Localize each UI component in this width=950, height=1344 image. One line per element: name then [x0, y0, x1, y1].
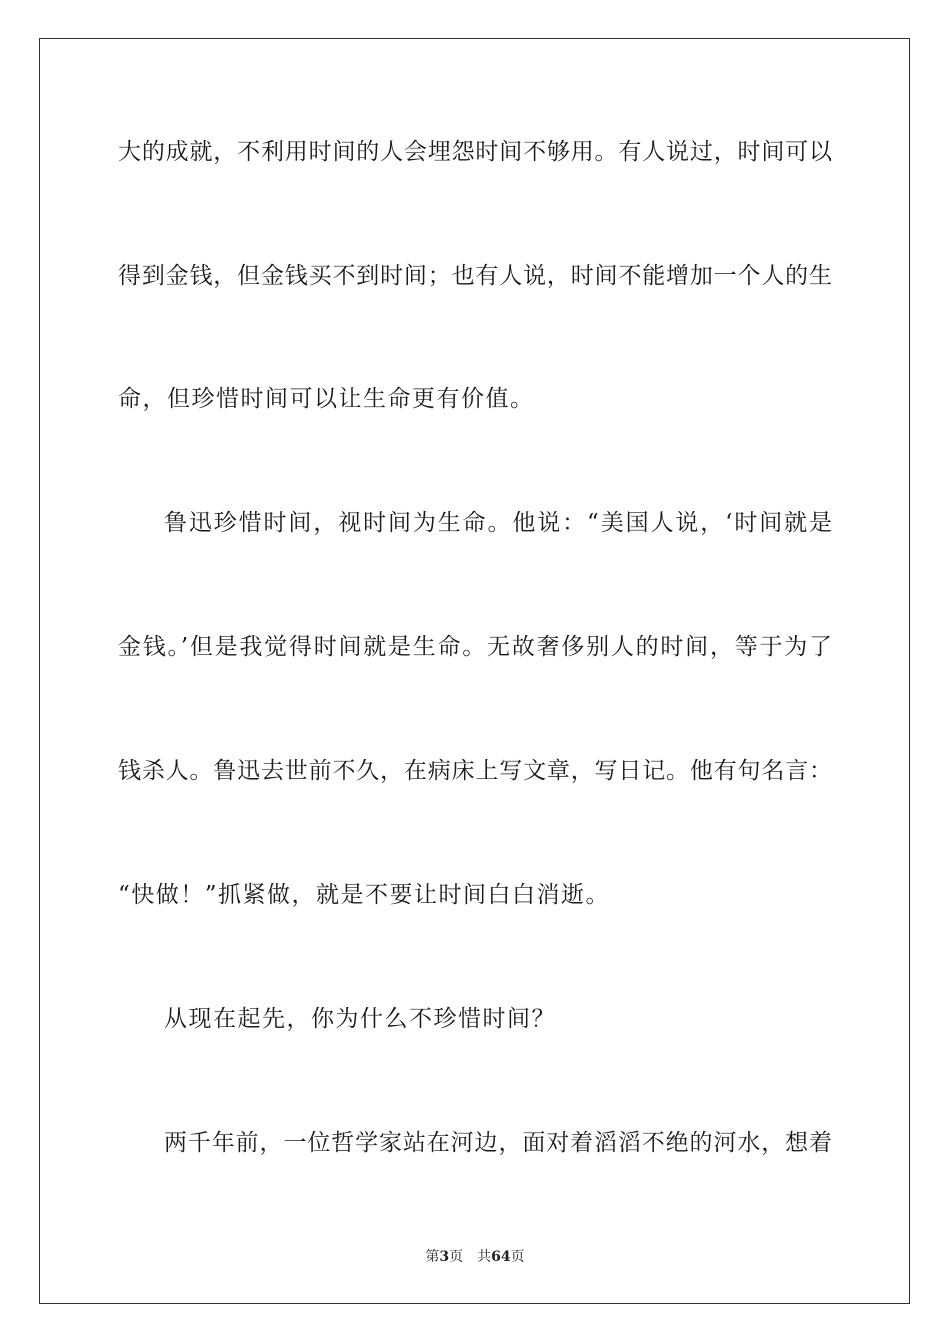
text-line-9: 两千年前，一位哲学家站在河边，面对着滔滔不绝的河水，想着 [164, 1130, 832, 1156]
footer-total-prefix: 共 [477, 1249, 492, 1265]
page-footer [0, 1248, 950, 1266]
text-line-5: 金钱。’但是我觉得时间就是生命。无故奢侈别人的时间，等于为了 [118, 634, 832, 660]
footer-total-suffix: 页 [510, 1249, 525, 1265]
text-line-2: 得到金钱，但金钱买不到时间；也有人说，时间不能增加一个人的生 [118, 263, 832, 289]
text-line-4: 鲁迅珍惜时间，视时间为生命。他说：“美国人说，‘时间就是 [164, 510, 832, 536]
total-page-count: 64 [491, 1249, 511, 1265]
text-line-6: 钱杀人。鲁迅去世前不久，在病床上写文章，写日记。他有句名言： [118, 758, 832, 784]
page-border [39, 38, 910, 1304]
footer-page-suffix: 页 [449, 1249, 464, 1265]
text-line-1: 大的成就，不利用时间的人会埋怨时间不够用。有人说过，时间可以 [118, 139, 832, 165]
text-line-3: 命，但珍惜时间可以让生命更有价值。 [118, 386, 535, 412]
footer-prefix: 第 [425, 1249, 440, 1265]
current-page-number: 3 [439, 1249, 450, 1265]
text-line-8: 从现在起先，你为什么不珍惜时间？ [164, 1006, 556, 1032]
text-line-7: “快做！”抓紧做，就是不要让时间白白消逝。 [118, 882, 611, 908]
